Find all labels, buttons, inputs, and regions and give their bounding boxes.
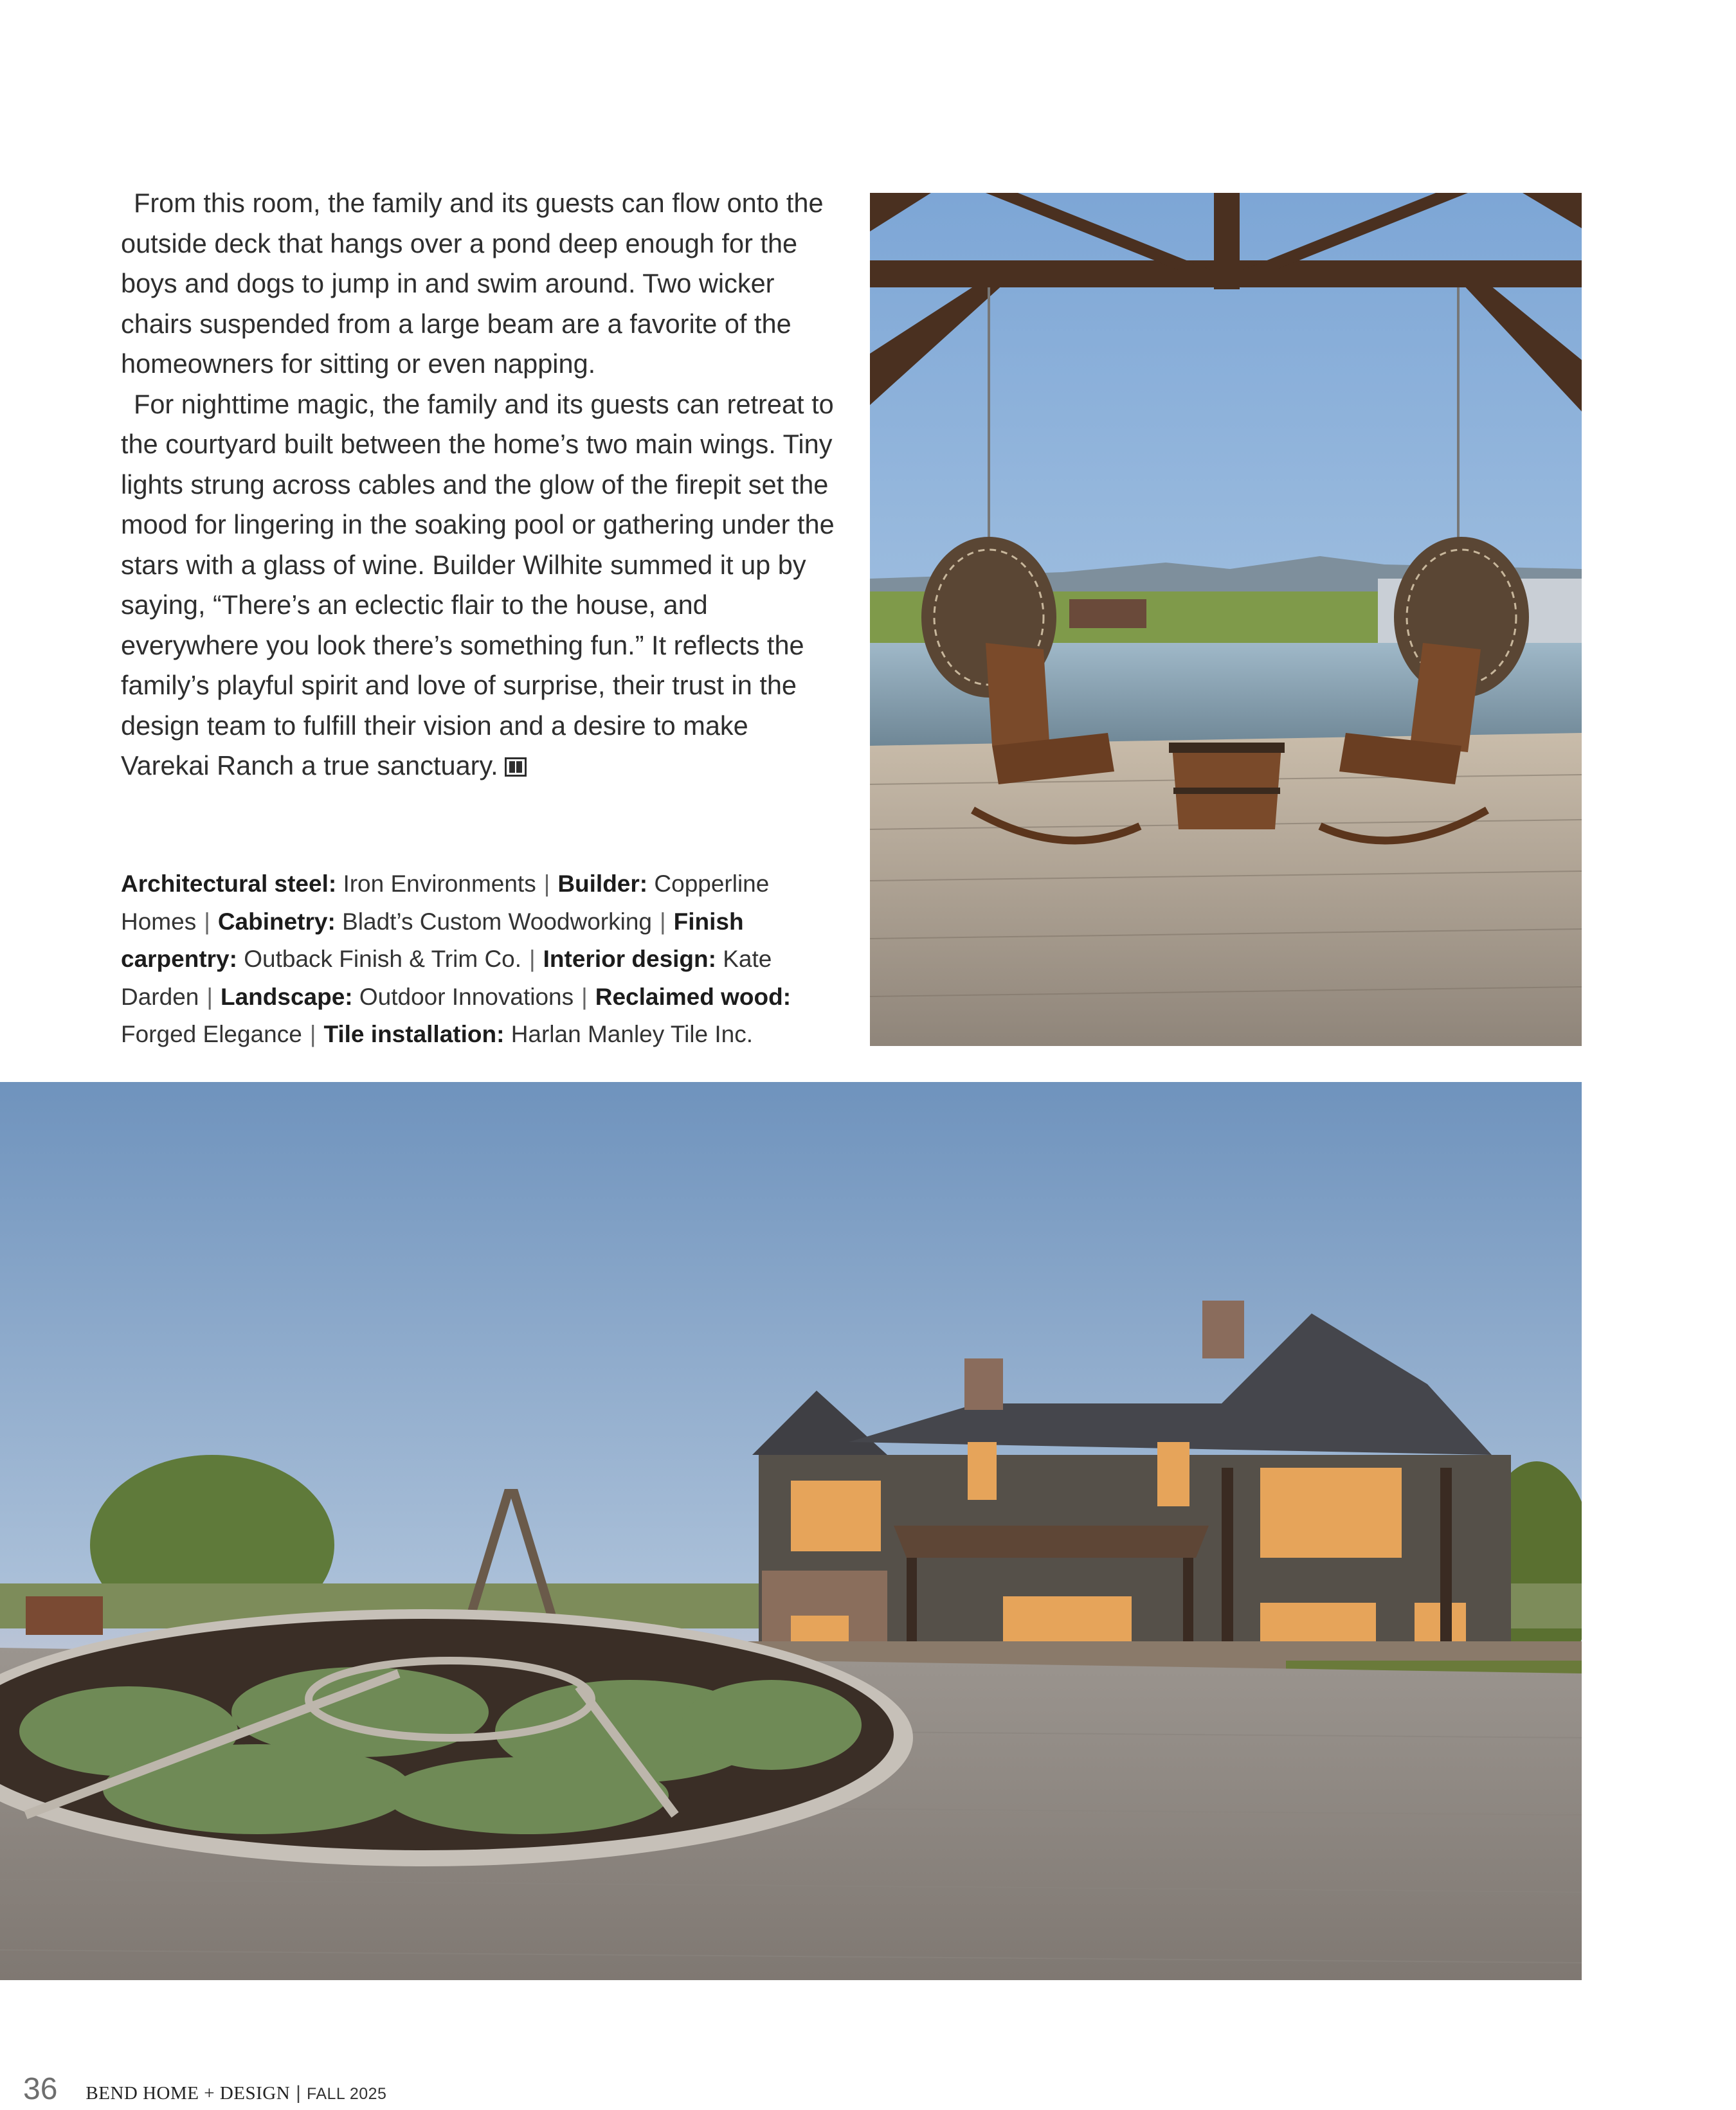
footer-divider: | bbox=[296, 2082, 301, 2104]
credit-separator: | bbox=[543, 870, 550, 897]
credit-separator: | bbox=[529, 946, 536, 972]
article-paragraph-text: For nighttime magic, the family and its guests can retreat to the courtyard built between the home’s two main wings. Tiny lights strung across cables and the glow of the firepit set the mood for lingering in the soaking pool or gathering under the stars with a glass of wine. Builder Wilhite summed it up by saying, “There’s an eclectic flair to the house, and everywhere you look there’s something fun.” It reflects the family’s playful spirit and love of surprise, their trust in the design team to fulfill their vision and a desire to make Varekai Ranch a true sanctuary. bbox=[121, 388, 835, 780]
credit-value: Forged Elegance bbox=[121, 1021, 302, 1047]
credit-label: Tile installation: bbox=[323, 1021, 505, 1047]
credit-value: Kate Darden bbox=[121, 946, 772, 1010]
credit-value: Iron Environments bbox=[343, 870, 536, 897]
credit-separator: | bbox=[204, 908, 210, 935]
article-paragraph-last bbox=[121, 384, 841, 786]
ranch-house-exterior-photo bbox=[0, 1082, 1582, 1980]
credit-separator: | bbox=[309, 1021, 316, 1047]
deck-swing-chairs-photo bbox=[870, 193, 1582, 1046]
credit-separator: | bbox=[581, 983, 588, 1010]
page-number: 36 bbox=[23, 2072, 58, 2106]
magazine-title: BEND HOME + DESIGN bbox=[86, 2083, 291, 2104]
credit-label: Builder: bbox=[557, 870, 648, 897]
issue-label: FALL 2025 bbox=[306, 2085, 387, 2103]
article-paragraph: From this room, the family and its guests can flow onto the outside deck that hangs over a pond deep enough for the boys and dogs to jump in and swim around. Two wicker chairs suspended from a large beam are a favorite of the homeowners for sitting or even napping. bbox=[121, 188, 824, 379]
end-mark-icon bbox=[505, 757, 527, 777]
credit-label: Architectural steel: bbox=[121, 870, 337, 897]
credit-label: Finish carpentry: bbox=[121, 908, 744, 972]
credit-separator: | bbox=[660, 908, 666, 935]
credit-value: Harlan Manley Tile Inc. bbox=[511, 1021, 754, 1047]
credit-label: Reclaimed wood: bbox=[595, 983, 791, 1010]
credit-value: Outdoor Innovations bbox=[359, 983, 574, 1010]
page-footer bbox=[23, 2071, 386, 2110]
article-body bbox=[121, 183, 841, 786]
credit-value: Bladt’s Custom Woodworking bbox=[342, 908, 652, 935]
deck-photo-illustration bbox=[870, 193, 1582, 1046]
credit-value: Copperline Homes bbox=[121, 870, 770, 935]
credit-value: Outback Finish & Trim Co. bbox=[244, 946, 522, 972]
credit-label: Cabinetry: bbox=[217, 908, 336, 935]
house-photo-illustration bbox=[0, 1082, 1582, 1980]
credit-separator: | bbox=[206, 983, 213, 1010]
credits bbox=[121, 865, 841, 1054]
credit-label: Interior design: bbox=[543, 946, 716, 972]
credit-label: Landscape: bbox=[220, 983, 353, 1010]
